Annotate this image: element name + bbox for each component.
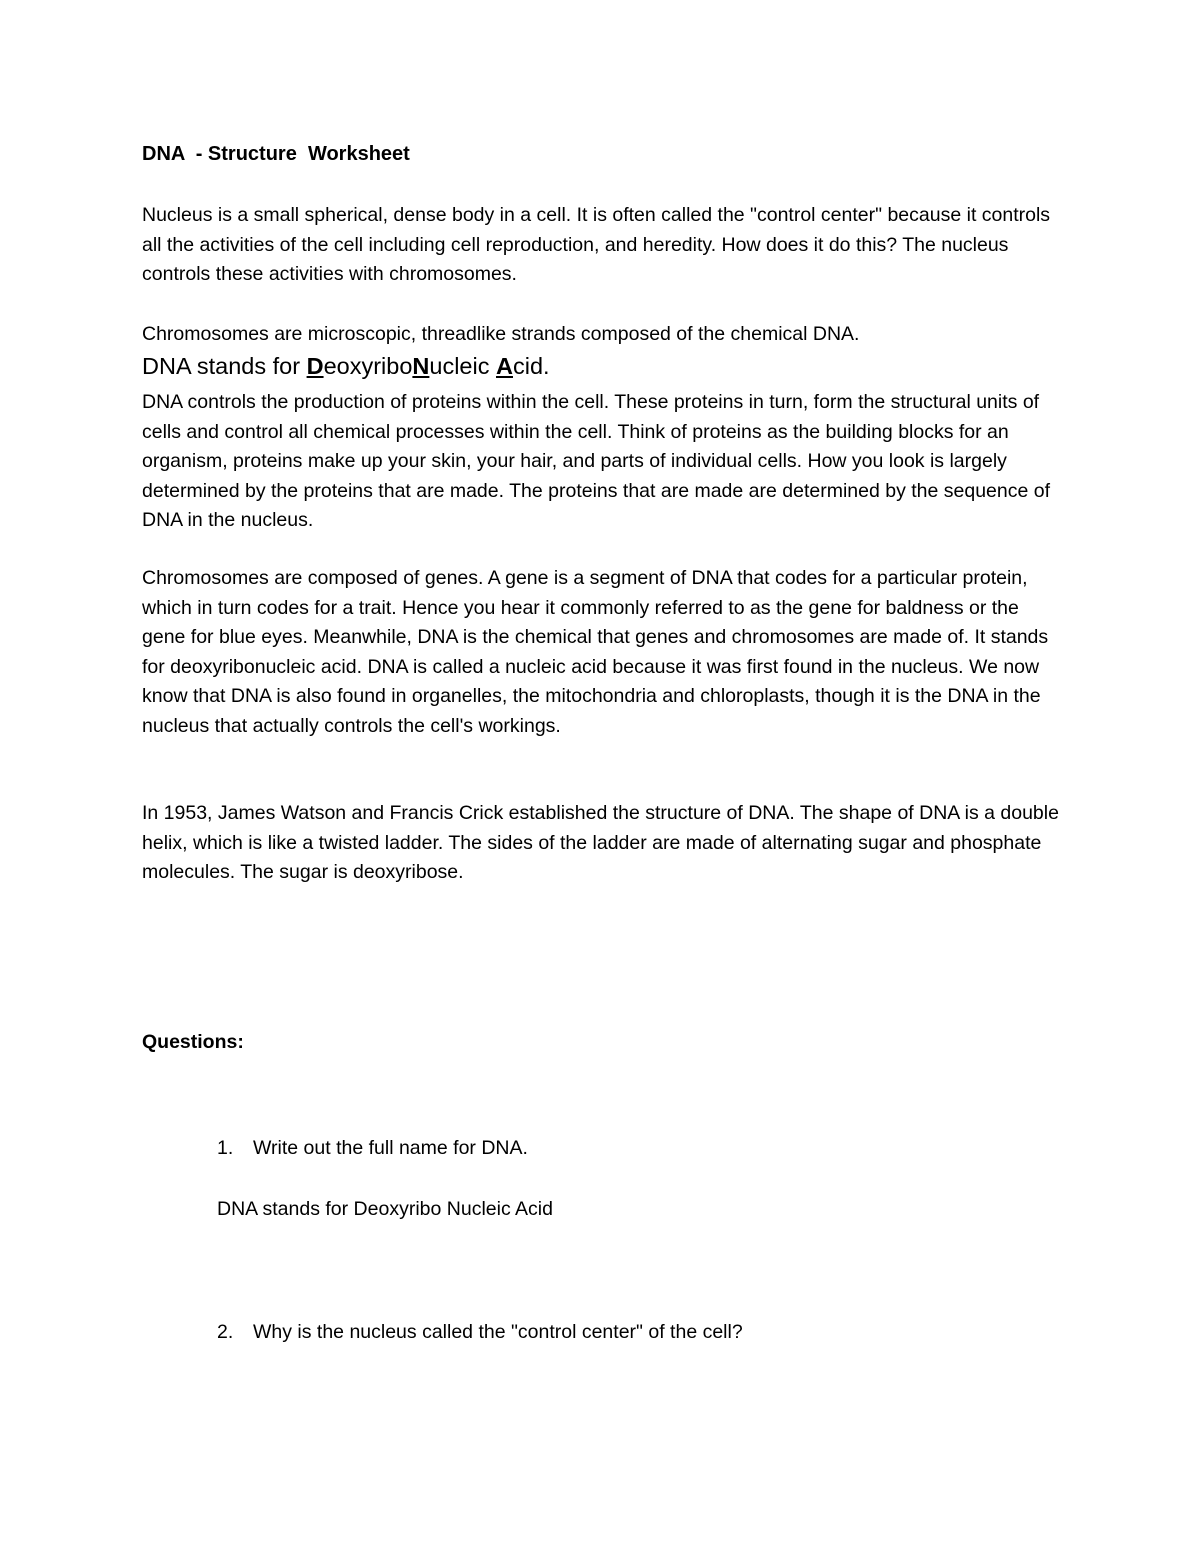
page-title: DNA - Structure Worksheet bbox=[142, 143, 410, 165]
heading-letter-a: A bbox=[496, 353, 513, 379]
paragraph-nucleus: Nucleus is a small spherical, dense body in a cell. It is often called the "control center" because it controls all the activities of the cell including cell reproduction, and heredity. How does it do this? The nucleus controls these activities with chromosomes. bbox=[142, 204, 1051, 285]
question-1 bbox=[217, 1137, 528, 1160]
question-2-number: 2. bbox=[217, 1321, 234, 1343]
answer-1: DNA stands for Deoxyribo Nucleic Acid bbox=[217, 1198, 553, 1220]
heading-part3: cid. bbox=[512, 353, 550, 379]
question-1-number: 1. bbox=[217, 1137, 234, 1159]
dna-acronym-heading bbox=[142, 353, 550, 380]
heading-part1: eoxyribo bbox=[323, 353, 413, 379]
heading-part2: ucleic bbox=[429, 353, 496, 379]
question-2 bbox=[217, 1321, 743, 1344]
heading-letter-n: N bbox=[412, 353, 430, 379]
question-1-text: Write out the full name for DNA. bbox=[253, 1137, 528, 1159]
paragraph-proteins: DNA controls the production of proteins within the cell. These proteins in turn, form the structural units of cells and control all chemical processes within the cell. Think of proteins as the building blocks for an organism, proteins make up your skin, your hair, and parts of individual cells. How you look is largely determined by the proteins that are made. The proteins that are made are determined by the sequence of DNA in the nucleus. bbox=[142, 391, 1051, 531]
heading-prefix: DNA stands for bbox=[142, 353, 307, 379]
heading-letter-d: D bbox=[306, 353, 324, 379]
paragraph-watson-crick: In 1953, James Watson and Francis Crick established the structure of DNA. The shape of DNA is a double helix, which is like a twisted ladder. The sides of the ladder are made of alternating sugar and phosphate molecules. The sugar is deoxyribose. bbox=[142, 802, 1059, 883]
paragraph-chromosomes: Chromosomes are microscopic, threadlike strands composed of the chemical DNA. bbox=[142, 323, 860, 345]
question-2-text: Why is the nucleus called the "control center" of the cell? bbox=[253, 1321, 743, 1343]
questions-label: Questions: bbox=[142, 1031, 244, 1053]
paragraph-genes: Chromosomes are composed of genes. A gene is a segment of DNA that codes for a particular protein, which in turn codes for a trait. Hence you hear it commonly referred to as the gene for baldness or the gene for blue eyes. Meanwhile, DNA is the chemical that genes and chromosomes are made of. It stands for deoxyribonucleic acid. DNA is called a nucleic acid because it was first found in the nucleus. We now know that DNA is also found in organelles, the mitochondria and chloroplasts, though it is the DNA in the nucleus that actually controls the cell's workings. bbox=[142, 567, 1049, 737]
